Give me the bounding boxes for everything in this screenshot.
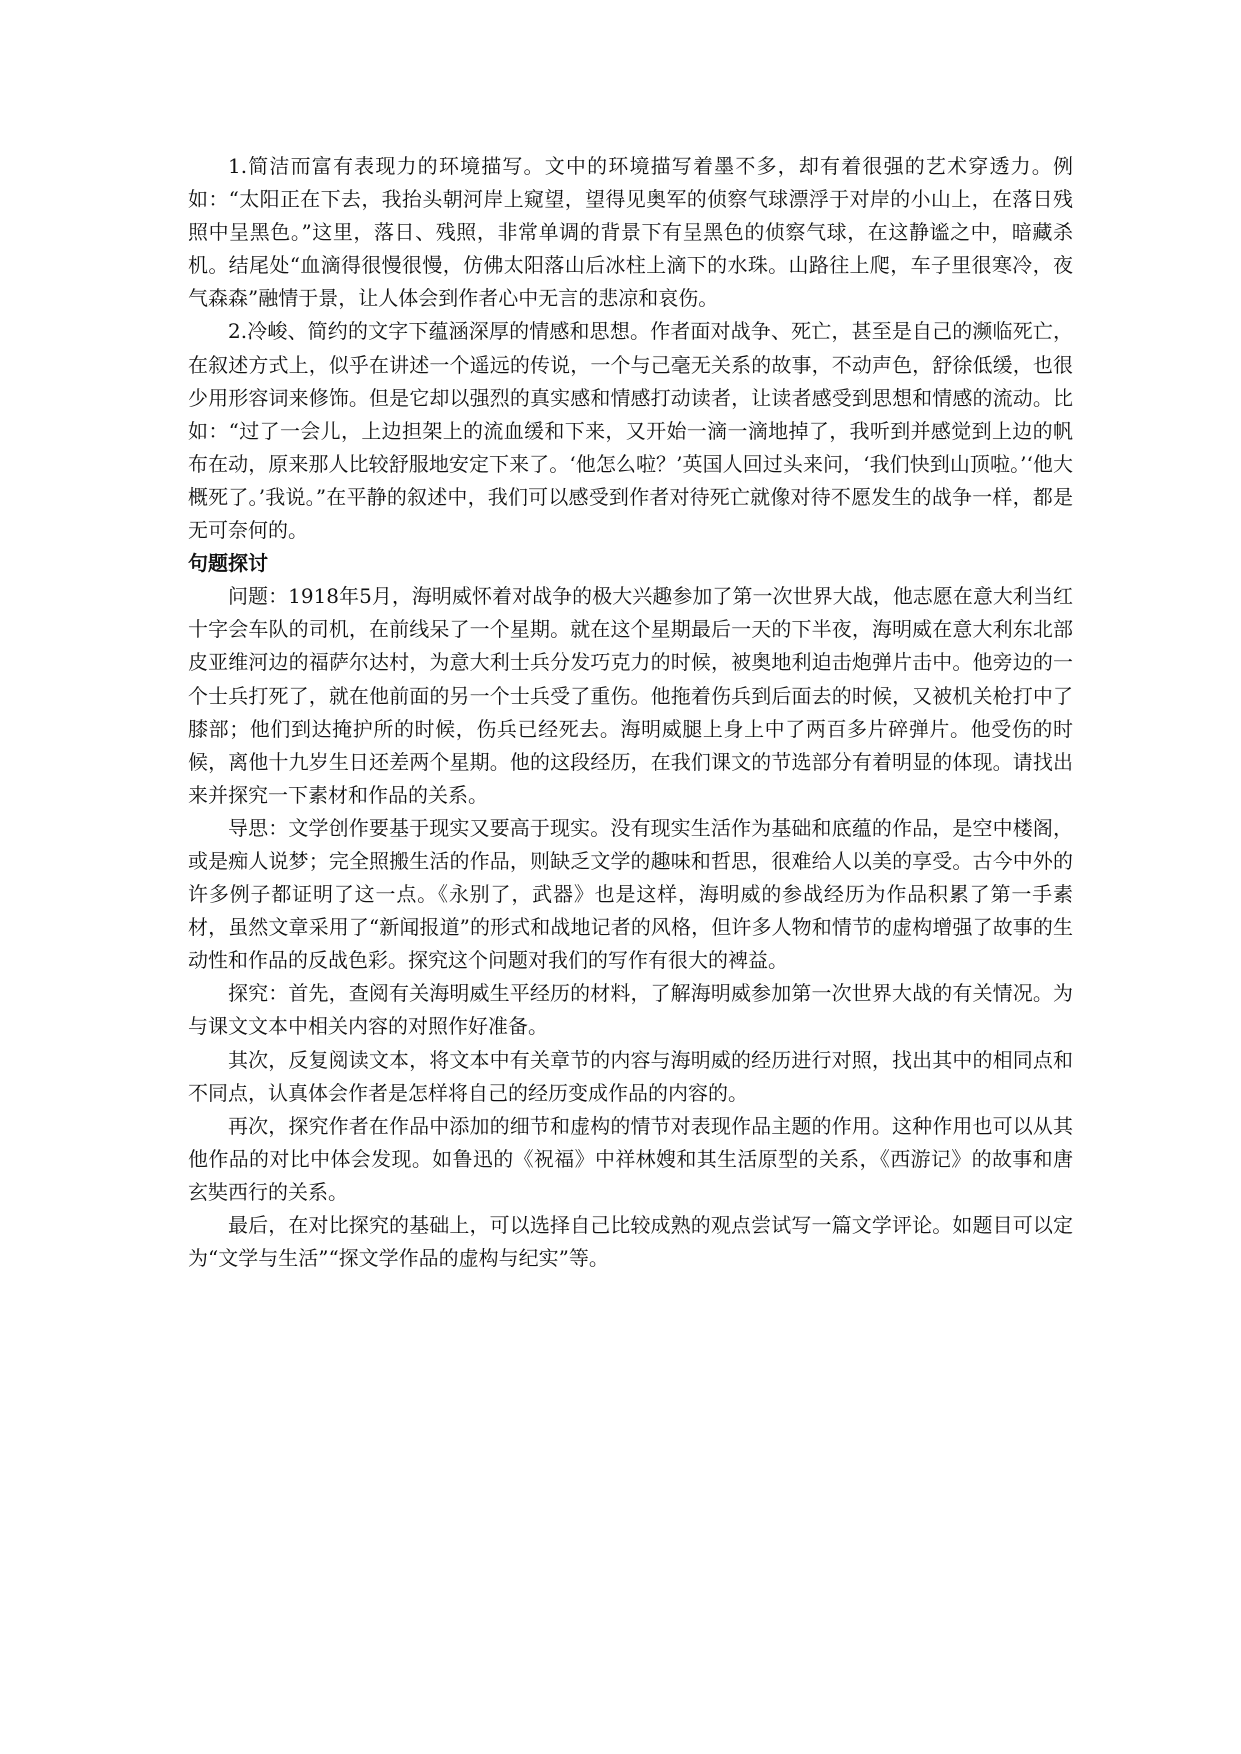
paragraph-guidance: 导思：文学创作要基于现实又要高于现实。没有现实生活作为基础和底蕴的作品，是空中楼阁，或是痴人说梦；完全照搬生活的作品，则缺乏文学的趣味和哲思，很难给人以美的享受。古今中外的许多例子都证明了这一点。《永别了，武器》也是这样，海明威的参战经历为作品积累了第一手素材，虽然文章采用了“新闻报道”的形式和战地记者的风格，但许多人物和情节的虚构增强了故事的生动性和作品的反战色彩。探究这个问题对我们的写作有很大的裨益。	[188, 815, 1073, 973]
paragraph-explore-first: 探究：首先，查阅有关海明威生平经历的材料，了解海明威参加第一次世界大战的有关情况。为与课文文本中相关内容的对照作好准备。	[188, 981, 1073, 1039]
section-heading: 句题探讨	[188, 551, 268, 576]
document-body	[188, 150, 1073, 1275]
paragraph-explore-third: 再次，探究作者在作品中添加的细节和虚构的情节对表现作品主题的作用。这种作用也可以从其他作品的对比中体会发现。如鲁迅的《祝福》中祥林嫂和其生活原型的关系，《西游记》的故事和唐玄奘西行的关系。	[188, 1113, 1073, 1204]
paragraph-question: 问题：1918年5月，海明威怀着对战争的极大兴趣参加了第一次世界大战，他志愿在意大利当红十字会车队的司机，在前线呆了一个星期。就在这个星期最后一天的下半夜，海明威在意大利东北部皮亚维河边的福萨尔达村，为意大利士兵分发巧克力的时候，被奥地利迫击炮弹片击中。他旁边的一个士兵打死了，就在他前面的另一个士兵受了重伤。他拖着伤兵到后面去的时候，又被机关枪打中了膝部；他们到达掩护所的时候，伤兵已经死去。海明威腿上身上中了两百多片碎弹片。他受伤的时候，离他十九岁生日还差两个星期。他的这段经历，在我们课文的节选部分有着明显的体现。请找出来并探究一下素材和作品的关系。	[188, 584, 1073, 807]
paragraph-environment-description: 1.简洁而富有表现力的环境描写。文中的环境描写着墨不多，却有着很强的艺术穿透力。例如：“太阳正在下去，我抬头朝河岸上窥望，望得见奥军的侦察气球漂浮于对岸的小山上，在落日残照中呈黑色。”这里，落日、残照，非常单调的背景下有呈黑色的侦察气球，在这静谧之中，暗藏杀机。结尾处“血滴得很慢很慢，仿佛太阳落山后冰柱上滴下的水珠。山路往上爬，车子里很寒冷，夜气森森”融情于景，让人体会到作者心中无言的悲凉和哀伤。	[188, 154, 1073, 311]
paragraph-concise-style: 2.冷峻、简约的文字下蕴涵深厚的情感和思想。作者面对战争、死亡，甚至是自己的濒临死亡，在叙述方式上，似乎在讲述一个遥远的传说，一个与己毫无关系的故事，不动声色，舒徐低缓，也很少用形容词来修饰。但是它却以强烈的真实感和情感打动读者，让读者感受到思想和情感的流动。比如：“过了一会儿，上边担架上的流血缓和下来，又开始一滴一滴地掉了，我听到并感觉到上边的帆布在动，原来那人比较舒服地安定下来了。‘他怎么啦？’英国人回过头来问，‘我们快到山顶啦。’‘他大概死了。’我说。”在平静的叙述中，我们可以感受到作者对待死亡就像对待不愿发生的战争一样，都是无可奈何的。	[188, 319, 1073, 543]
paragraph-explore-last: 最后，在对比探究的基础上，可以选择自己比较成熟的观点尝试写一篇文学评论。如题目可以定为“文学与生活”“探文学作品的虚构与纪实”等。	[188, 1213, 1073, 1271]
paragraph-explore-second: 其次，反复阅读文本，将文本中有关章节的内容与海明威的经历进行对照，找出其中的相同点和不同点，认真体会作者是怎样将自己的经历变成作品的内容的。	[188, 1047, 1073, 1105]
